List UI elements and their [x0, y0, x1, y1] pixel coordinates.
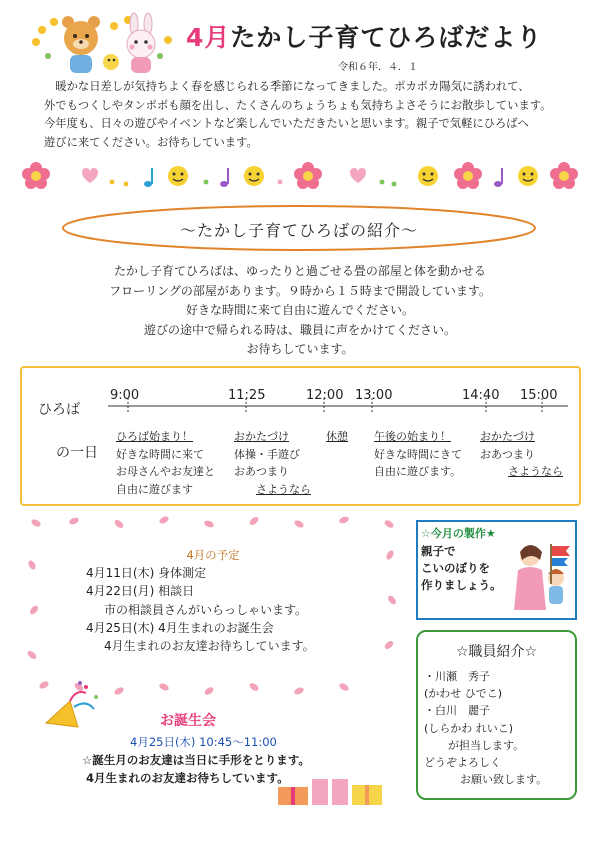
- intro-line: 遊びに来てください。お待ちしています。: [44, 135, 258, 149]
- plan-item: 市の相談員さんがいらっしゃいます。: [104, 602, 308, 617]
- smiley-sun-icon: [518, 166, 538, 186]
- page-title: [186, 18, 542, 54]
- staff-line: ・川瀬 秀子: [424, 670, 490, 683]
- schedule-column: [374, 428, 462, 481]
- schedule-item: 自由に遊びます。: [374, 465, 462, 478]
- staff-line: が担当します。: [448, 738, 525, 752]
- staff-line: どうぞよろしく: [424, 756, 501, 770]
- heart-icon: [82, 168, 98, 183]
- time-label: 14:40: [462, 388, 500, 403]
- schedule-column: [234, 428, 311, 498]
- schedule-item: 自由に遊びます: [116, 482, 193, 496]
- birthday-datetime: 4月25日(木) 10:45～11:00: [130, 735, 277, 749]
- plan-item: 4月生まれのお友達お待ちしています。: [104, 639, 315, 654]
- schedule-label: の一日: [56, 445, 98, 461]
- staff-heading: ☆職員紹介☆: [455, 644, 538, 660]
- intro-paragraph: [44, 78, 574, 152]
- craft-line: 作りましょう。: [421, 578, 502, 592]
- schedule-item: おかたづけ: [480, 430, 535, 443]
- craft-line: 親子で: [421, 544, 456, 558]
- birthday-notes: [82, 751, 310, 787]
- about-line: お待ちしています。: [246, 342, 354, 356]
- schedule-item: 好きな時間に来て: [116, 447, 204, 461]
- schedule-item: お母さんやお友達と: [116, 465, 215, 478]
- staff-line: ・白川 麗子: [424, 704, 490, 718]
- smiley-sun-icon: [418, 166, 438, 186]
- schedule-item: ひろば始まり！: [116, 430, 193, 443]
- about-paragraph: [0, 262, 600, 360]
- flower-icon: [294, 162, 322, 189]
- smiley-sun-icon: [168, 166, 188, 186]
- heart-icon: [350, 168, 366, 183]
- issue-date: 令和６年．４．１: [338, 62, 418, 73]
- schedule-item: さようなら: [256, 482, 311, 496]
- time-label: 12:00: [306, 388, 344, 403]
- schedule-column: [116, 428, 215, 498]
- birthday-note: ☆誕生月のお友達は当日に手形をとります。: [82, 753, 310, 767]
- music-note-icon: [220, 168, 229, 187]
- schedule-item: さようなら: [508, 465, 563, 478]
- schedule-column: [480, 428, 563, 481]
- time-label: 13:00: [355, 388, 393, 403]
- schedule-column: [326, 428, 348, 446]
- time-label: 11:25: [228, 388, 266, 403]
- about-line: たかし子育てひろばは、ゆったりと過ごせる畳の部屋と体を動かせる: [114, 264, 486, 278]
- title-month: 4月: [186, 23, 231, 52]
- about-line: フローリングの部屋があります。９時から１５時まで開設しています。: [109, 283, 491, 298]
- flower-icon: [22, 162, 50, 189]
- plan-item: 4月25日(木) 4月生まれのお誕生会: [86, 620, 274, 635]
- birthday-title: お誕生会: [160, 713, 216, 729]
- schedule-item: おあつまり: [480, 447, 535, 461]
- section-heading: 〜たかし子育てひろばの紹介〜: [179, 221, 418, 240]
- about-line: 遊びの途中で帰られる時は、職員に声をかけてください。: [143, 322, 456, 337]
- staff-line: (しらかわ れいこ): [424, 721, 514, 735]
- intro-line: 暖かな日差しが気持ちよく春を感じられる季節になってきました。ポカポカ陽気に誘われて、: [55, 80, 530, 93]
- schedule-label: ひろば: [38, 402, 80, 418]
- music-note-icon: [144, 168, 153, 187]
- craft-heading: ☆今月の製作★: [421, 527, 496, 540]
- schedule-item: 体操・手遊び: [234, 447, 300, 461]
- music-note-icon: [494, 168, 503, 187]
- schedule-item: 休憩: [326, 430, 348, 443]
- intro-line: 今年度も、日々の遊びやイベントなど楽しんでいただきたいと思います。親子で気軽にひろばへ: [44, 117, 529, 130]
- schedule-item: おかたづけ: [234, 430, 289, 443]
- party-popper-icon: [46, 681, 98, 727]
- flower-icon: [454, 162, 482, 189]
- staff-text: [424, 668, 547, 788]
- plan-list: [86, 564, 315, 655]
- title-text: たかし子育てひろばだより: [230, 23, 543, 52]
- decorative-border-row: [20, 158, 582, 194]
- plan-title: 4月の予定: [186, 548, 240, 562]
- time-label: 9:00: [110, 388, 140, 403]
- staff-line: お願い致します。: [460, 773, 548, 787]
- birthday-note: 4月生まれのお友達お待ちしています。: [86, 771, 289, 785]
- intro-line: 外でもつくしやタンポポも顔を出し、たくさんのちょうちょも気持ちよさそうにお散歩しています。: [44, 98, 552, 112]
- plan-item: 4月11日(木) 身体測定: [86, 566, 207, 580]
- schedule-item: おあつまり: [234, 465, 289, 478]
- mother-child-illustration: [508, 538, 574, 616]
- plan-item: 4月22日(月) 相談日: [86, 584, 195, 599]
- bear-bunny-illustration: [28, 12, 178, 78]
- flower-icon: [550, 162, 578, 189]
- smiley-sun-icon: [244, 166, 264, 186]
- staff-line: (かわせ ひでこ): [424, 687, 503, 701]
- schedule-item: 午後の始まり！: [374, 430, 451, 443]
- craft-line: こいのぼりを: [421, 561, 490, 575]
- time-label: 15:00: [520, 388, 558, 403]
- craft-text: [421, 543, 502, 594]
- about-line: 好きな時間に来て自由に遊んでください。: [185, 303, 414, 317]
- schedule-item: 好きな時間にきて: [374, 447, 462, 461]
